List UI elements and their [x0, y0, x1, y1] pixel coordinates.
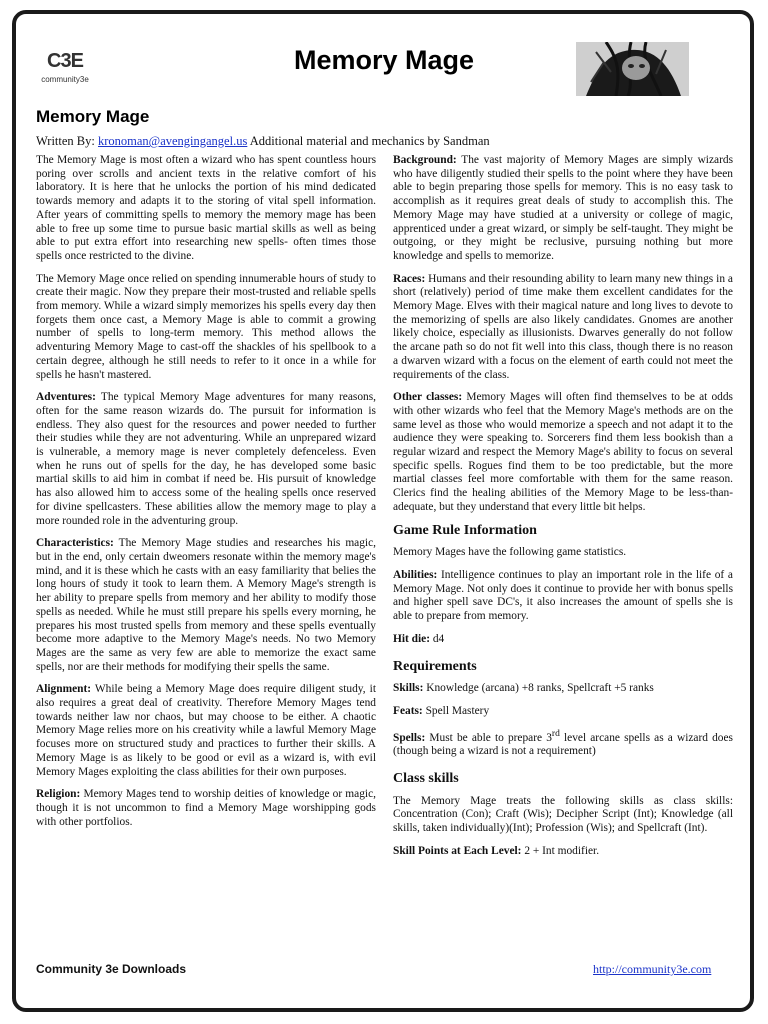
- alignment-paragraph: [36, 683, 376, 779]
- game-rule-heading: Game Rule Information: [393, 522, 537, 538]
- alignment-text: While being a Memory Mage does require diligent study, it also requires a great deal of creativity. Therefore Memory Mages tend towards neither law nor chaos, but may choose to be either. A chaotic Memory Mage relies more on his creativity while a lawful Memory Mage focuses more on structured study and practices to further their skills. A Memory Mage is as likely to be good or evil as a wizard is, with evil Memory Mages exploiting the class abilities for their own purposes.: [36, 683, 376, 778]
- races-label: Races:: [393, 272, 426, 285]
- right-column: [393, 154, 733, 867]
- section-title: Memory Mage: [36, 107, 150, 126]
- author-email-link[interactable]: kronoman@avengingangel.us: [98, 134, 248, 148]
- races-text: Humans and their resounding ability to learn many new things in a short (relatively) period of time make them excellent candidates for the Memory Mage. Elves with their magical nature and long lives to devote to the memorizing of spells are also likely candidates. Gnomes are another likely choice, especially as illusionists. Dwarves generally do not follow the arcane path so do not fit well into this class, though there is no reason a dwarven wizard with a focus on the element of earth could not meet the requirements of the class.: [393, 272, 733, 381]
- footer-left-text: Community 3e Downloads: [36, 962, 187, 976]
- byline-suffix: Additional material and mechanics by Sandman: [247, 134, 490, 148]
- logo-text: C3E: [47, 50, 83, 72]
- skills-requirement: [393, 682, 733, 696]
- skill-points-label: Skill Points at Each Level:: [393, 844, 522, 857]
- other-classes-label: Other classes:: [393, 391, 463, 404]
- requirements-heading: Requirements: [393, 658, 477, 674]
- feats-text: Spell Mastery: [422, 704, 490, 717]
- spells-superscript: rd: [551, 728, 560, 739]
- game-rule-paragraph: Memory Mages have the following game statistics.: [393, 546, 627, 559]
- spells-requirement: [393, 728, 733, 759]
- characteristics-text: The Memory Mage studies and researches his magic, but in the end, only certain dweomers resonate within the memory mage's mind, and it is these which he casts with an easy familiarity that belies the long hours of study it took to learn them. A Memory Mage's strength is her ability to prepare spells from memory and her ability to modify those spells as needed. While he must still prepare his spells every morning, he prepares his most trusted spells from memory and these spells eventually become more adaptive to the Memory Mage's needs. No two Memory Mages are the same as very few are able to memorize the exact same spells, nor are their methods for modifying their spells the same.: [36, 537, 376, 673]
- other-classes-text: Memory Mages will often find themselves to be at odds with other wizards who feel that the Memory Mage's methods are on the same level as those who would memorize a speech and not adapt it to the audience they were speaking to. Sorcerers find them less bookish than a regular wizard and respect the Memory Mage's ability to focus on several specific spells. Rogues find them to be too predictable, but the more martial classes feel more comfortable with them for the same reason. Clerics find the healing abilities of the Memory Mage to be less-than-adequate, but they understand that every little bit helps.: [393, 391, 733, 513]
- abilities-label: Abilities:: [393, 568, 438, 581]
- intro-paragraph-1: The Memory Mage is most often a wizard who has spent countless hours poring over scrolls and ancient texts in the relative comfort of his laboratory. It is here that he unlocks the portion of his mind dedicated towards memory and adapts it to the storing of vital spell information. After years of committing spells to memory the memory mage has been able to free up some time to pursue basic martial skills as well as being able to put extra effort into researching new spells- often times those spells once restricted to the divine.: [36, 154, 376, 262]
- hit-die-label: Hit die:: [393, 632, 431, 645]
- spells-label: Spells:: [393, 731, 426, 744]
- background-label: Background:: [393, 154, 457, 166]
- races-paragraph: [393, 273, 733, 383]
- religion-paragraph: [36, 788, 376, 829]
- characteristics-label: Characteristics:: [36, 537, 114, 550]
- spells-text-b: level arcane spells as a wizard does (though being a wizard is not a requirement): [393, 731, 733, 758]
- hit-die-paragraph: [393, 633, 733, 647]
- header-illustration: [576, 42, 689, 96]
- adventures-paragraph: [36, 391, 376, 528]
- class-skills-heading: Class skills: [393, 770, 459, 786]
- skill-points-paragraph: [393, 845, 733, 859]
- hit-die-text: d4: [430, 632, 445, 645]
- adventures-label: Adventures:: [36, 391, 96, 404]
- background-paragraph: [393, 154, 733, 264]
- other-classes-paragraph: [393, 391, 733, 514]
- feats-requirement: [393, 705, 733, 719]
- background-text: The vast majority of Memory Mages are simply wizards who have diligently studied their spells to the point where they have been able to begin preparing those spells for memory. This is no easy task to accomplish as it requires great deals of study to accomplish this. The Memory Mage may have studied at a university or college of magic, apprenticed under a great wizard, or simply be self-taught. They might be outgoing, or they might be reclusive, pursuing nothing but more knowledge and spells to memorize.: [393, 154, 733, 262]
- characteristics-paragraph: [36, 537, 376, 674]
- alignment-label: Alignment:: [36, 683, 92, 696]
- religion-text: Memory Mages tend to worship deities of knowledge or magic, though it is not uncommon to find a Memory Mage worshipping gods with other portfolios.: [36, 788, 376, 828]
- logo-subtitle: community3e: [41, 75, 89, 84]
- skills-text: Knowledge (arcana) +8 ranks, Spellcraft +5 ranks: [423, 682, 654, 695]
- page-title: Memory Mage: [293, 45, 475, 75]
- adventures-text: The typical Memory Mage adventures for many reasons, often for the same reason wizards do. The pursuit for information is endless. They also quest for the resources and power needed to further their studies while they are not adventuring. While an unprepared wizard is vulnerable, a memory mage is never completely defenceless. Even when he runs out of spells for the day, he has developed some basic martial skills to aid him in combat if need be. His pursuit of knowledge has also allowed him to access some of the healing spells once reserved for divine spellcasters. These abilities allow the memory mage to play a more rounded role in the adventuring group.: [36, 391, 376, 527]
- spells-text-a: Must be able to prepare 3: [425, 731, 552, 744]
- byline: [36, 134, 490, 149]
- left-column: [36, 154, 376, 838]
- feats-label: Feats:: [393, 704, 423, 717]
- abilities-text: Intelligence continues to play an important role in the life of a Memory Mage. Not only does it continue to provide her with bonus spells and higher spell save DC's, it also increases the amount of spells she is able to prepare from memory.: [393, 568, 733, 623]
- religion-label: Religion:: [36, 788, 81, 801]
- intro-paragraph-2: The Memory Mage once relied on spending innumerable hours of study to create their magic. Now they prepare their most-trusted and reliable spells from memory. While a wizard simply memorizes his spells every day then forgets them once cast, a Memory Mage is able to commit a growing number of spells to long-term memory. This method allows the adventuring Memory Mage to cast-off the shackles of his spellbook to a certain degree, although he still needs to refer to it once in a while for spells he hasn't mastered.: [36, 272, 376, 381]
- skills-label: Skills:: [393, 682, 424, 695]
- footer-website-link[interactable]: http://community3e.com: [593, 962, 712, 976]
- class-skills-paragraph: The Memory Mage treats the following skills as class skills: Concentration (Con); Craft (Wis); Decipher Script (Int); Knowledge (all skills, taken individually)(Int); Profession (Wis); and Spellcraft (Int).: [393, 794, 733, 834]
- skill-points-text: 2 + Int modifier.: [521, 844, 600, 857]
- abilities-paragraph: [393, 569, 733, 624]
- byline-prefix: Written By:: [36, 134, 98, 148]
